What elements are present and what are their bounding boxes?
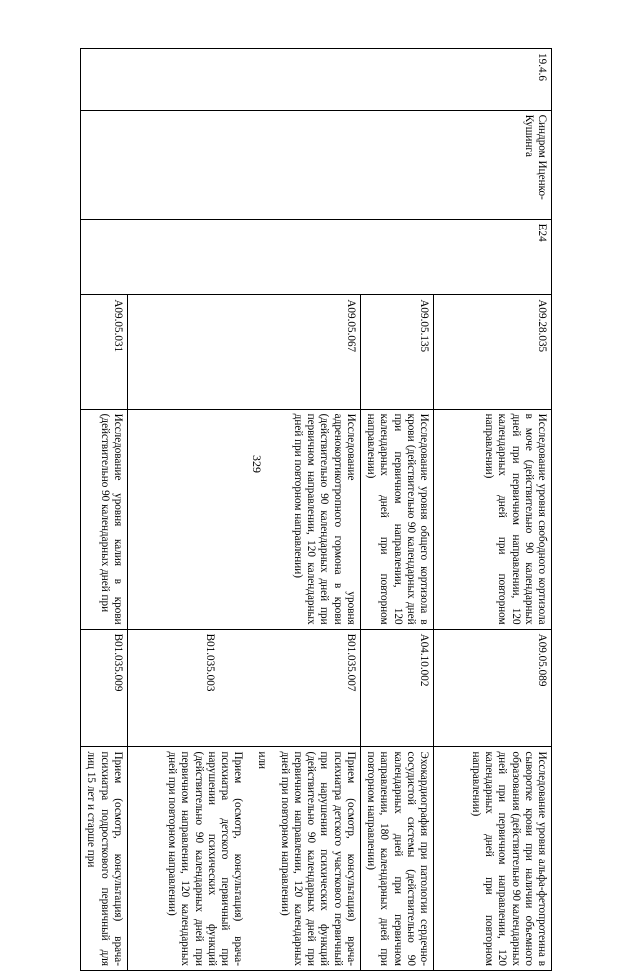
service-description-cell bbox=[127, 747, 360, 971]
disease-name: Синдром Иценко-Кушинга bbox=[81, 110, 552, 219]
service-description: Исследование уровня свободного кортизола в моче (действительно 90 календарных дней при первичном направлении, 120 календарных дней при повторном направлении) bbox=[434, 409, 552, 629]
service-description: Эхокардиография при патологии сердечно-сосудистой системы (действительно 90 календарных дней при первичном направлении, 180 календарных дней при повторном направлении) bbox=[360, 747, 433, 971]
service-code: A09.05.089 bbox=[434, 629, 552, 747]
table-row bbox=[434, 49, 552, 971]
document-table bbox=[69, 48, 552, 971]
service-code: B01.035.003 bbox=[203, 633, 216, 692]
service-code: A09.05.067 bbox=[127, 295, 360, 409]
service-description: Исследование уровня адренокортикотропного гормона в крови (действительно 90 календарных дней при первичном направлении, 120 календарных дней при повторном направлении) bbox=[127, 409, 360, 629]
service-description: Прием (осмотр, консультация) врача-психиатра подросткового первичный для лиц 15 лет и старше при bbox=[81, 747, 128, 971]
service-code-cell bbox=[127, 629, 360, 747]
page-number: 329 bbox=[250, 455, 264, 473]
service-description: Исследование уровня общего кортизола в крови (действительно 90 календарных дней при первичном направлении, 120 календарных дней при повторном направлении) bbox=[360, 409, 433, 629]
service-code: A04.10.002 bbox=[360, 629, 433, 747]
service-code: A09.05.031 bbox=[81, 295, 128, 409]
row-number: 19.4.6 bbox=[81, 49, 552, 111]
service-description: Прием (осмотр, консультация) врача-психиатра детского первичный при нарушении психических функций (действительно 90 календарных дней при первичном направлении, 120 календарных дней при повторном направлении) bbox=[166, 751, 245, 966]
service-description: Исследование уровня калия в крови (действительно 90 календарных дней при bbox=[81, 409, 128, 629]
or-text: или bbox=[255, 751, 268, 770]
service-code: B01.035.007 bbox=[344, 633, 357, 692]
service-code: A09.05.135 bbox=[360, 295, 433, 409]
service-description: Прием (осмотр, консультация) врача-психиатра детского участкового первичный при нарушении психических функций (действительно 90 календарных дней при первичном направлении, 120 календарных дней при повторном направлении) bbox=[278, 751, 357, 966]
icd-code: E24 bbox=[81, 219, 552, 295]
service-code: B01.035.009 bbox=[81, 629, 128, 747]
service-description: Исследование уровня альфа-фетопротеина в сыворотке крови при наличии объемного образования (действительно 90 календарных дней при первичном направлении, 120 календарных дней при повторном направлении) bbox=[434, 747, 552, 971]
service-code: A09.28.035 bbox=[434, 295, 552, 409]
